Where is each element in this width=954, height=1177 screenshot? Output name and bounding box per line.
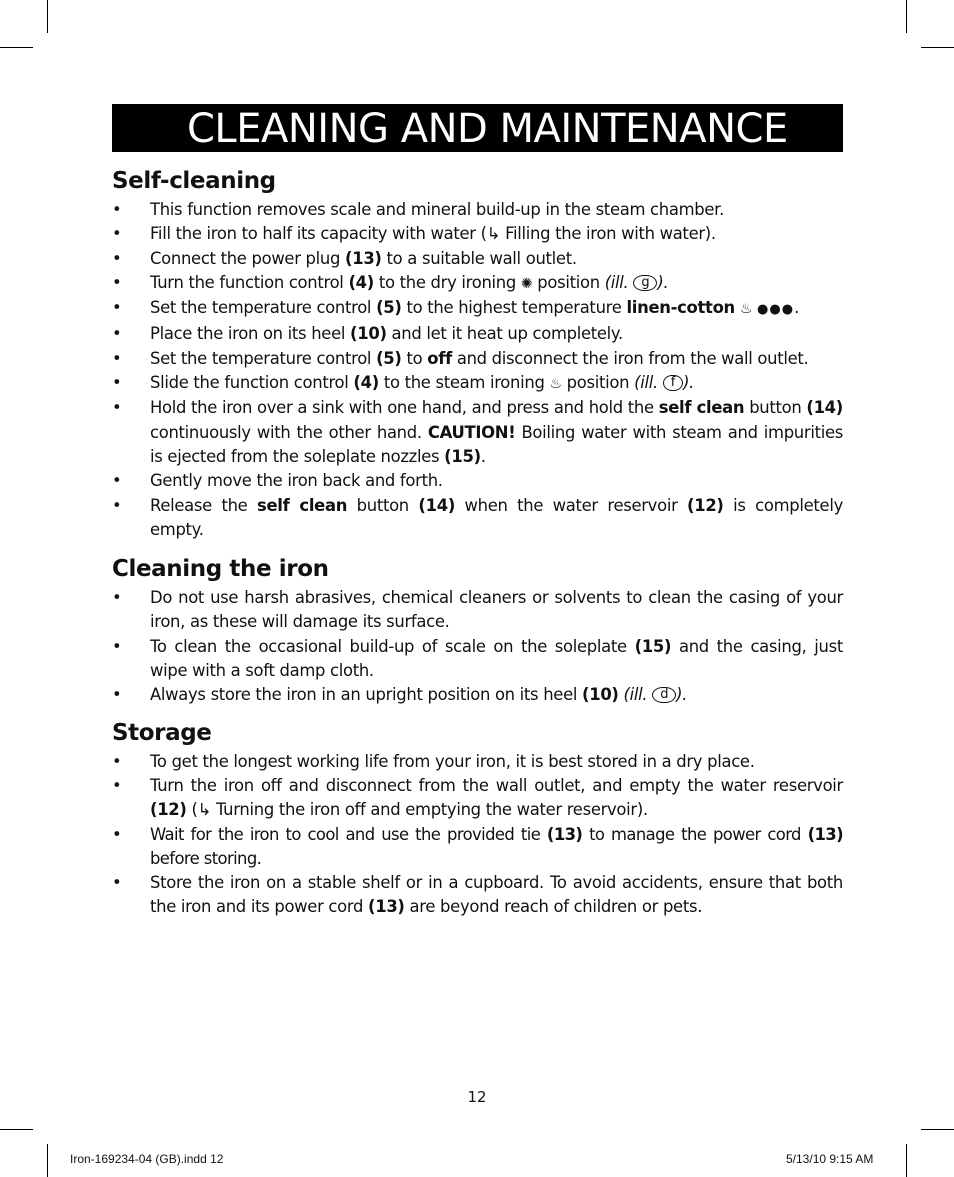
bullet: • xyxy=(112,495,122,515)
crop-mark xyxy=(0,47,33,48)
footer-timestamp: 5/13/10 9:15 AM xyxy=(786,1152,874,1166)
dry-ironing-icon: ✺ xyxy=(520,275,533,292)
self-cleaning-list xyxy=(112,198,843,542)
list-item: • Turn the function control (4) to the dry ironing ✺ position (ill. g ). xyxy=(112,271,843,296)
list-item: • Release the self clean button (14) when the water reservoir (12) is completely empty. xyxy=(112,495,843,539)
illustration-ref: f xyxy=(663,375,683,391)
list-item: • Wait for the iron to cool and use the provided tie (13) to manage the power cord (13) before storing. xyxy=(112,824,843,868)
list-item: • To clean the occasional build-up of scale on the soleplate (15) and the casing, just wipe with a soft damp cloth. xyxy=(112,636,843,681)
cleaning-list xyxy=(112,586,843,707)
list-item: • Store the iron on a stable shelf or in a cupboard. To avoid accidents, ensure that both the iron and its power cord (13) are beyond reach of children or pets. xyxy=(112,873,843,917)
storage-list xyxy=(112,750,843,920)
reference-arrow-icon: ↳ xyxy=(197,800,212,820)
bullet: • xyxy=(112,873,122,893)
bullet: • xyxy=(112,588,122,608)
content xyxy=(112,166,843,920)
crop-mark xyxy=(921,1129,954,1130)
bullet: • xyxy=(112,373,122,393)
section-heading-cleaning: Cleaning the iron xyxy=(112,556,329,583)
crop-mark xyxy=(906,1144,907,1177)
list-item: • Always store the iron in an upright position on its heel (10) (ill. d ). xyxy=(112,683,843,707)
footer-file-info: Iron-169234-04 (GB).indd 12 xyxy=(70,1152,224,1166)
bullet: • xyxy=(112,298,122,318)
list-item: • Fill the iron to half its capacity with water (↳ Filling the iron with water). xyxy=(112,222,843,246)
page-title: CLEANING AND MAINTENANCE xyxy=(187,106,788,152)
bullet: • xyxy=(112,398,122,418)
section-heading-storage: Storage xyxy=(112,719,212,746)
list-item: • Set the temperature control (5) to off and disconnect the iron from the wall outlet. xyxy=(112,347,843,371)
bullet: • xyxy=(112,324,122,344)
page-number: 12 xyxy=(467,1088,487,1106)
list-item: • Set the temperature control (5) to the highest temperature linen-cotton ♨ ●●●. xyxy=(112,296,843,322)
steam-ironing-icon: ♨ xyxy=(739,301,753,318)
list-item: • Gently move the iron back and forth. xyxy=(112,469,843,493)
list-item: • This function removes scale and mineral build-up in the steam chamber. xyxy=(112,198,843,222)
crop-mark xyxy=(906,0,907,33)
steam-ironing-icon: ♨ xyxy=(549,376,562,393)
illustration-ref: d xyxy=(652,687,676,703)
crop-mark xyxy=(921,47,954,48)
bullet: • xyxy=(112,685,122,705)
list-item: • Connect the power plug (13) to a suitable wall outlet. xyxy=(112,247,843,271)
section-heading-self-cleaning: Self-cleaning xyxy=(112,168,276,194)
crop-mark xyxy=(47,1144,48,1177)
crop-mark xyxy=(47,0,48,33)
bullet: • xyxy=(112,636,122,656)
list-item: • Slide the function control (4) to the steam ironing ♨ position (ill. f ). xyxy=(112,371,843,396)
list-item: • Do not use harsh abrasives, chemical cleaners or solvents to clean the casing of your iron, as these will damage its surface. xyxy=(112,588,843,632)
bullet: • xyxy=(112,272,122,292)
list-item: • To get the longest working life from your iron, it is best stored in a dry place. xyxy=(112,750,843,774)
list-item: • Turn the iron off and disconnect from the wall outlet, and empty the water reservoir (12) (↳ Turning the iron off and emptying the water reservoir). xyxy=(112,775,843,820)
bullet: • xyxy=(112,751,122,771)
temperature-dots: ●●● xyxy=(757,302,795,318)
crop-mark xyxy=(0,1129,33,1130)
bullet: • xyxy=(112,224,122,244)
bullet: • xyxy=(112,348,122,368)
illustration-ref: g xyxy=(633,275,657,291)
bullet: • xyxy=(112,200,122,219)
bullet: • xyxy=(112,824,122,844)
list-item: • Place the iron on its heel (10) and let it heat up completely. xyxy=(112,322,843,346)
bullet: • xyxy=(112,775,122,795)
reference-arrow-icon: ↳ xyxy=(486,224,501,244)
list-item: • Hold the iron over a sink with one hand, and press and hold the self clean button (14) continuously with the other hand. CAUTION! Boiling water with steam and impurities is ejected from the soleplate nozzles (15). xyxy=(112,398,843,466)
bullet: • xyxy=(112,471,122,491)
title-banner xyxy=(112,104,843,152)
bullet: • xyxy=(112,248,122,268)
